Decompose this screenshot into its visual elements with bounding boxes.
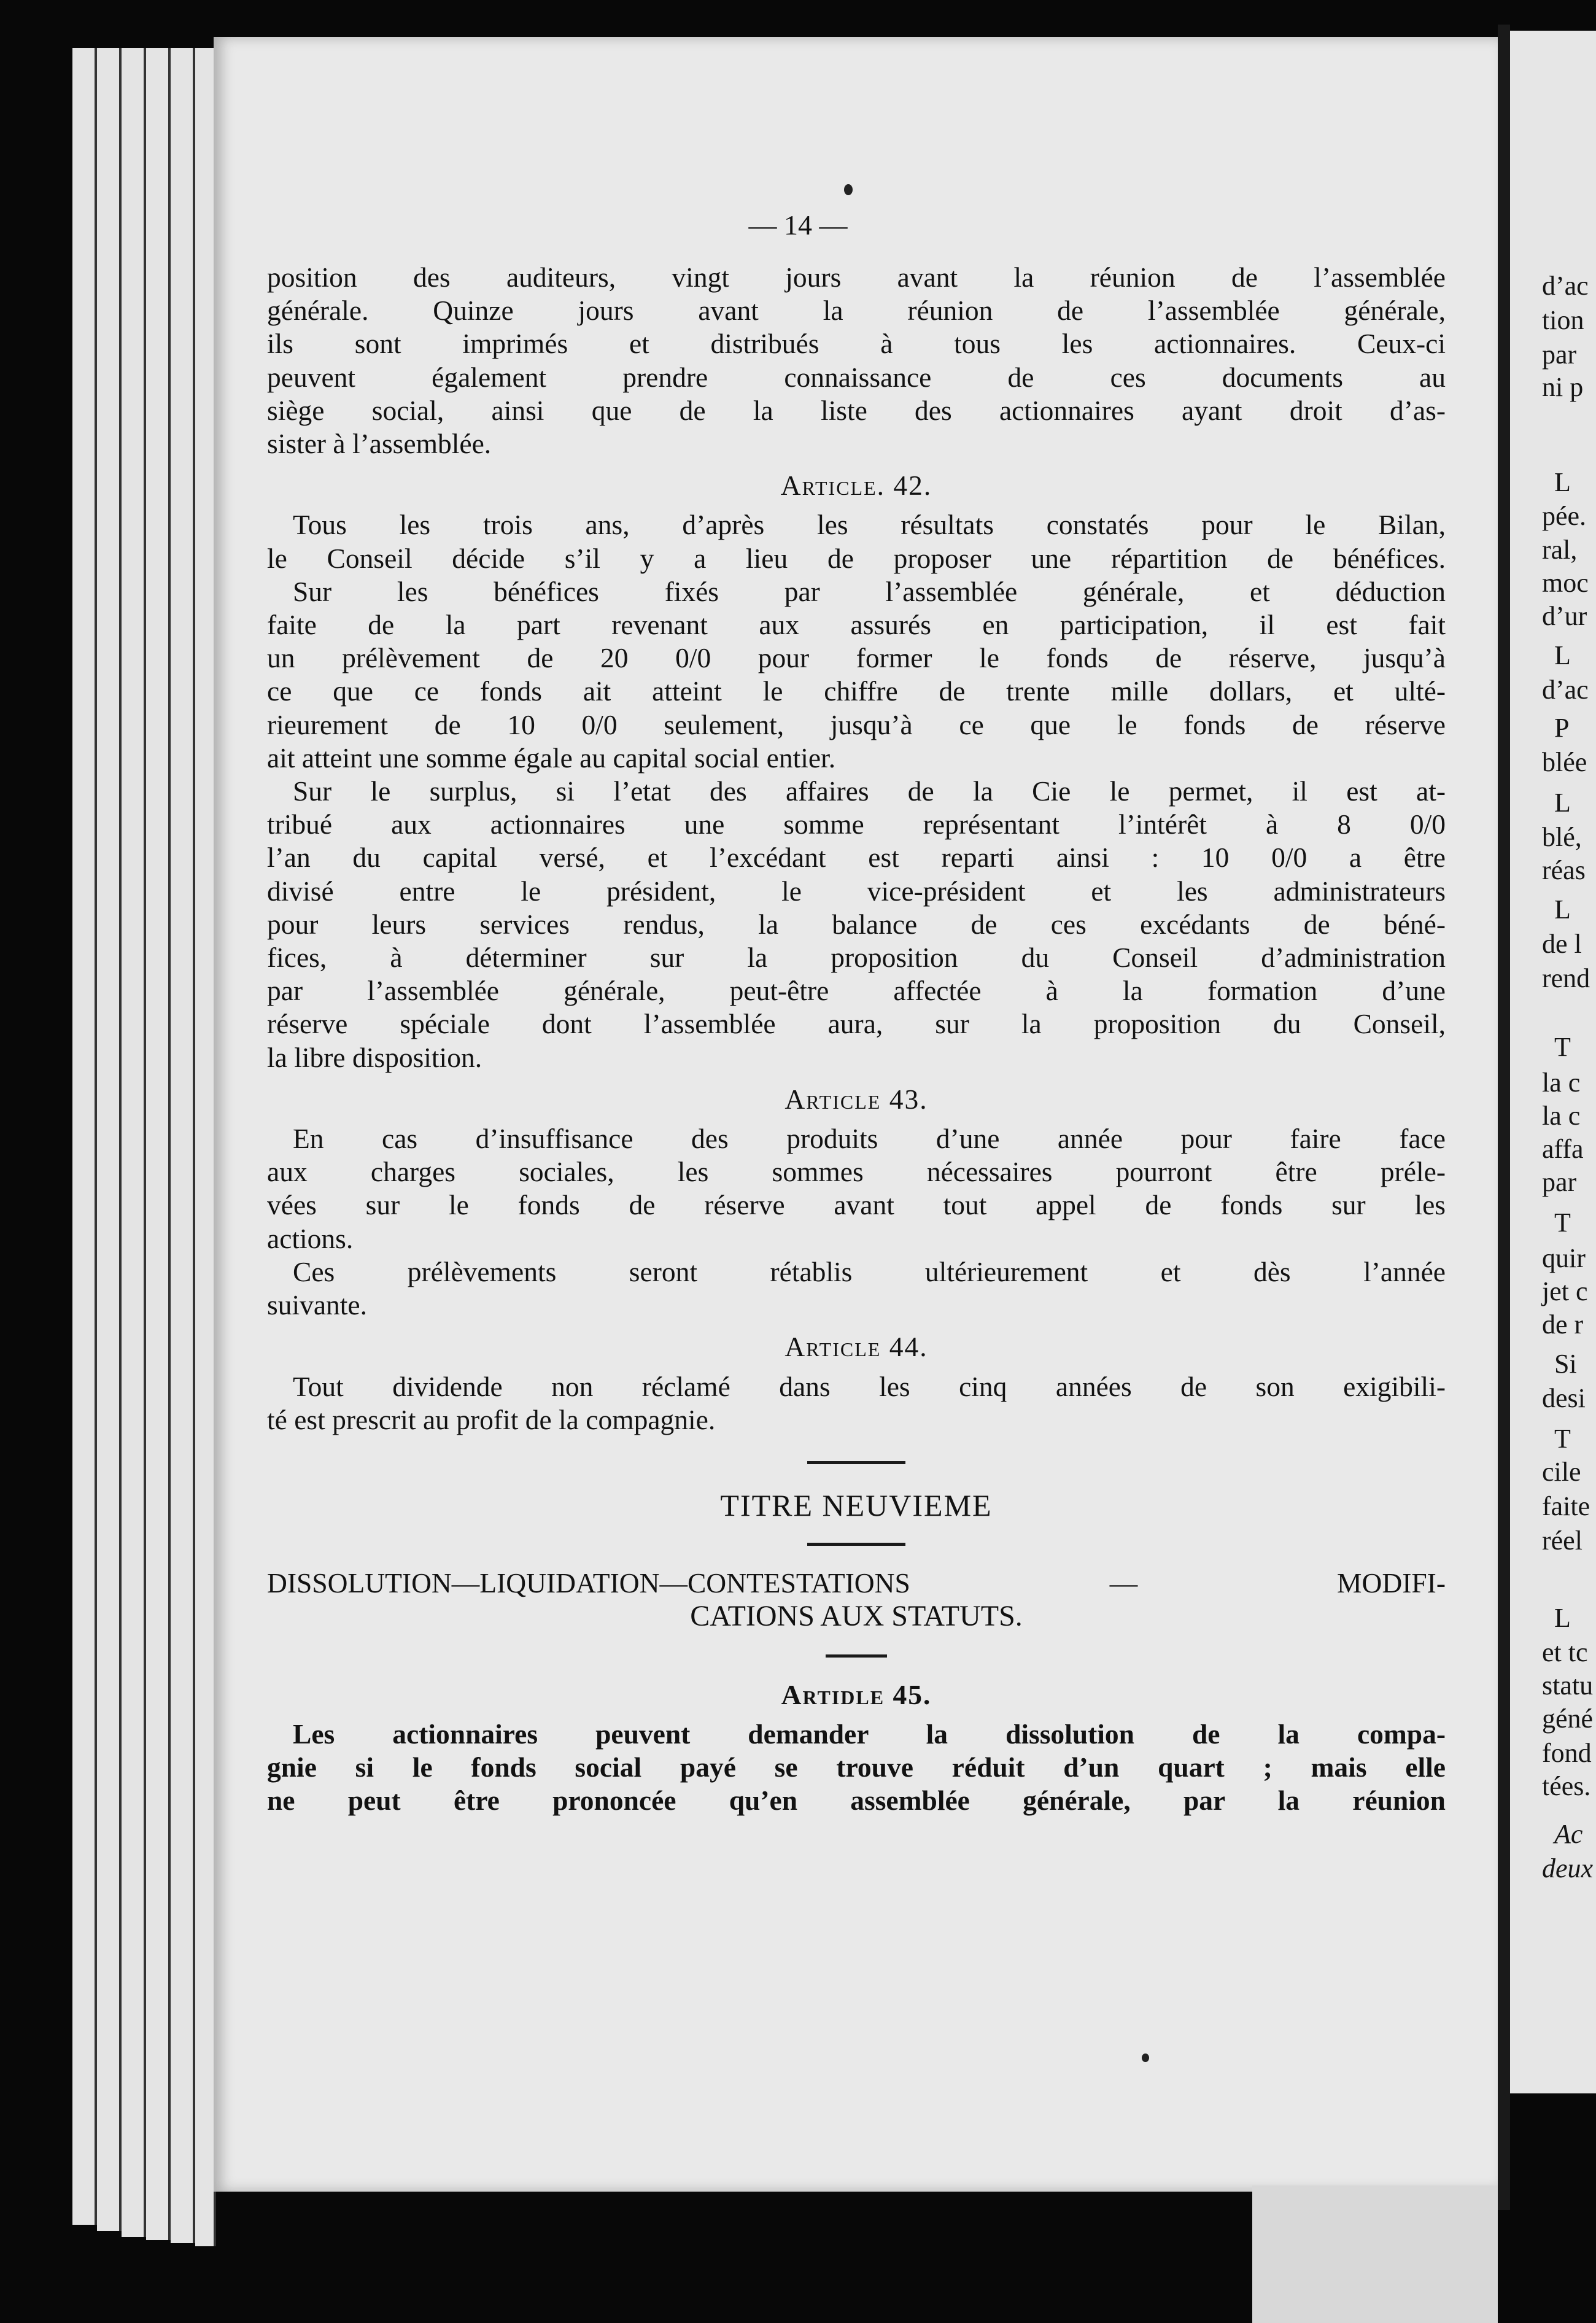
right-page-text-fragment: de l <box>1542 929 1582 959</box>
divider <box>807 1543 905 1546</box>
right-page-text-fragment: blée <box>1542 747 1587 777</box>
text-line: la libre disposition. <box>267 1041 482 1073</box>
right-page-text-fragment: T <box>1554 1208 1571 1238</box>
right-page-text-fragment: L <box>1554 788 1571 818</box>
ink-speck <box>1142 2053 1149 2062</box>
text-line: Tous les trois ans, d’après les résultats constatés pour le Bilan, <box>293 509 1446 541</box>
right-page-text-fragment: cile <box>1542 1457 1581 1487</box>
paragraph <box>267 261 1446 460</box>
text-line: le Conseil décide s’il y a lieu de proposer une répartition de bénéfices. <box>267 542 1446 574</box>
text-line: par l’assemblée générale, peut-être affectée à la formation d’une <box>267 975 1446 1007</box>
section-subtitle: CATIONS AUX STATUTS. <box>690 1600 1023 1633</box>
text-line: Ces prélèvements seront rétablis ultérieurement et dès l’année <box>293 1255 1446 1287</box>
right-page-text-fragment: L <box>1554 1603 1571 1633</box>
right-page-text-fragment: Si <box>1554 1349 1577 1379</box>
book-gutter <box>1498 25 1510 2210</box>
ink-speck <box>844 184 853 195</box>
page-edge <box>146 48 171 2240</box>
right-page-fragment <box>1510 31 1596 2093</box>
text-line: En cas d’insuffisance des produits d’une année pour faire face <box>293 1123 1446 1155</box>
article-heading: Artidle 45. <box>781 1678 932 1710</box>
right-page-text-fragment: d’ac <box>1542 271 1589 301</box>
right-page-text-fragment: statu <box>1542 1670 1594 1701</box>
text-line: gnie si le fonds social payé se trouve réduit d’un quart ; mais elle <box>267 1751 1446 1783</box>
right-page-text-fragment: réel <box>1542 1526 1582 1556</box>
text-line: suivante. <box>267 1289 368 1321</box>
page-edge <box>122 48 146 2237</box>
article-heading: Article. 42. <box>780 470 932 502</box>
text-line: aux charges sociales, les sommes nécessaires pourront être préle- <box>267 1156 1446 1188</box>
text-line: un prélèvement de 20 0/0 pour former le fonds de réserve, jusqu’à <box>267 642 1446 674</box>
text-line: sister à l’assemblée. <box>267 428 492 460</box>
right-page-text-fragment: rend <box>1542 963 1590 993</box>
text-line: Sur les bénéfices fixés par l’assemblée générale, et déduction <box>293 575 1446 607</box>
text-line: tribué aux actionnaires une somme représentant l’intérêt à 8 0/0 <box>267 809 1446 840</box>
right-page-text-fragment: tion <box>1542 305 1584 335</box>
page-edge <box>195 48 216 2246</box>
right-page-text-fragment: L <box>1554 640 1571 670</box>
right-page-text-fragment: de r <box>1542 1309 1584 1340</box>
text-line: Les actionnaires peuvent demander la dissolution de la compa- <box>293 1718 1446 1750</box>
right-page-text-fragment: affa <box>1542 1134 1584 1164</box>
text-line: ne peut être prononcée qu’en assemblée générale, par la réunion <box>267 1785 1446 1817</box>
right-page-text-fragment: réas <box>1542 855 1586 885</box>
text-line: Tout dividende non réclamé dans les cinq années de son exigibili- <box>293 1370 1446 1402</box>
right-page-text-fragment: faite <box>1542 1491 1590 1521</box>
right-page-text-fragment: par <box>1542 1167 1577 1197</box>
right-page-text-fragment: pée. <box>1542 501 1587 531</box>
right-page-text-fragment: T <box>1554 1032 1571 1062</box>
section-title: TITRE NEUVIEME <box>720 1487 993 1522</box>
paragraph <box>267 508 1446 575</box>
text-line: té est prescrit au profit de la compagnie. <box>267 1403 716 1435</box>
divider <box>807 1461 905 1464</box>
right-page-text-fragment: d’ur <box>1542 601 1587 631</box>
paragraph <box>267 1718 1446 1818</box>
text-line: ils sont imprimés et distribués à tous les actionnaires. Ceux-ci <box>267 328 1446 360</box>
section-subtitle: DISSOLUTION—LIQUIDATION—CONTESTATIONS — MODIFI- <box>267 1567 1446 1599</box>
text-line: pour leurs services rendus, la balance de ces excédants de béné- <box>267 908 1446 940</box>
right-page-text-fragment: tées. <box>1542 1771 1591 1801</box>
paragraph <box>267 1122 1446 1255</box>
paragraph <box>267 1370 1446 1437</box>
text-line: peuvent également prendre connaissance de ces documents au <box>267 361 1446 393</box>
article-heading: Article 43. <box>784 1083 928 1115</box>
right-page-text-fragment: L <box>1554 894 1571 925</box>
page-edge <box>97 48 122 2231</box>
right-page-text-fragment: desi <box>1542 1383 1586 1413</box>
right-page-text-fragment: par <box>1542 339 1577 370</box>
right-page-text-fragment: la c <box>1542 1068 1581 1098</box>
page-number: — 14 — <box>748 209 848 241</box>
page-edge <box>72 48 97 2225</box>
right-page-text-fragment: T <box>1554 1424 1571 1454</box>
right-page-text-fragment: blé, <box>1542 822 1582 852</box>
right-page-text-fragment: ral, <box>1542 535 1578 565</box>
text-line: l’an du capital versé, et l’excédant est reparti ainsi : 10 0/0 a être <box>267 842 1446 874</box>
right-page-text-fragment: jet c <box>1542 1276 1588 1306</box>
text-line: siège social, ainsi que de la liste des actionnaires ayant droit d’as- <box>267 394 1446 426</box>
text-line: fices, à déterminer sur la proposition du Conseil d’administration <box>267 942 1446 974</box>
right-page-text-fragment: ni p <box>1542 372 1584 402</box>
text-line: divisé entre le président, le vice-président et les administrateurs <box>267 875 1446 907</box>
paper-strip <box>1252 2185 1498 2323</box>
right-page-text-fragment: L <box>1554 467 1571 497</box>
text-line: faite de la part revenant aux assurés en participation, il est fait <box>267 609 1446 641</box>
right-page-text-fragment: et tc <box>1542 1637 1588 1667</box>
right-page-text-fragment: d’ac <box>1542 675 1589 705</box>
right-page-text-fragment: Ac <box>1554 1819 1583 1849</box>
right-page-text-fragment: géné <box>1542 1704 1594 1734</box>
right-page-text-fragment: deux <box>1542 1853 1594 1883</box>
text-line: position des auditeurs, vingt jours avant la réunion de l’assemblée <box>267 262 1446 293</box>
text-line: réserve spéciale dont l’assemblée aura, sur la proposition du Conseil, <box>267 1008 1446 1040</box>
article-heading: Article 44. <box>784 1331 928 1363</box>
document-body <box>267 261 1446 1817</box>
page-edge <box>171 48 195 2243</box>
text-line: vées sur le fonds de réserve avant tout appel de fonds sur les <box>267 1189 1446 1221</box>
divider <box>826 1654 887 1658</box>
right-page-text-fragment: fond <box>1542 1738 1592 1768</box>
right-page-text-fragment: moc <box>1542 568 1589 598</box>
text-line: ce que ce fonds ait atteint le chiffre de trente mille dollars, et ulté- <box>267 675 1446 707</box>
text-line: générale. Quinze jours avant la réunion de l’assemblée générale, <box>267 295 1446 327</box>
paragraph <box>267 775 1446 1074</box>
text-line: actions. <box>267 1222 354 1254</box>
paragraph <box>267 1255 1446 1322</box>
paragraph <box>267 575 1446 775</box>
text-line: ait atteint une somme égale au capital social entier. <box>267 742 836 774</box>
right-page-text-fragment: la c <box>1542 1101 1581 1131</box>
right-page-text-fragment: P <box>1554 713 1570 743</box>
text-line: Sur le surplus, si l’etat des affaires de la Cie le permet, il est at- <box>293 775 1446 807</box>
text-line: rieurement de 10 0/0 seulement, jusqu’à ce que le fonds de réserve <box>267 708 1446 740</box>
right-page-text-fragment: quir <box>1542 1243 1586 1273</box>
